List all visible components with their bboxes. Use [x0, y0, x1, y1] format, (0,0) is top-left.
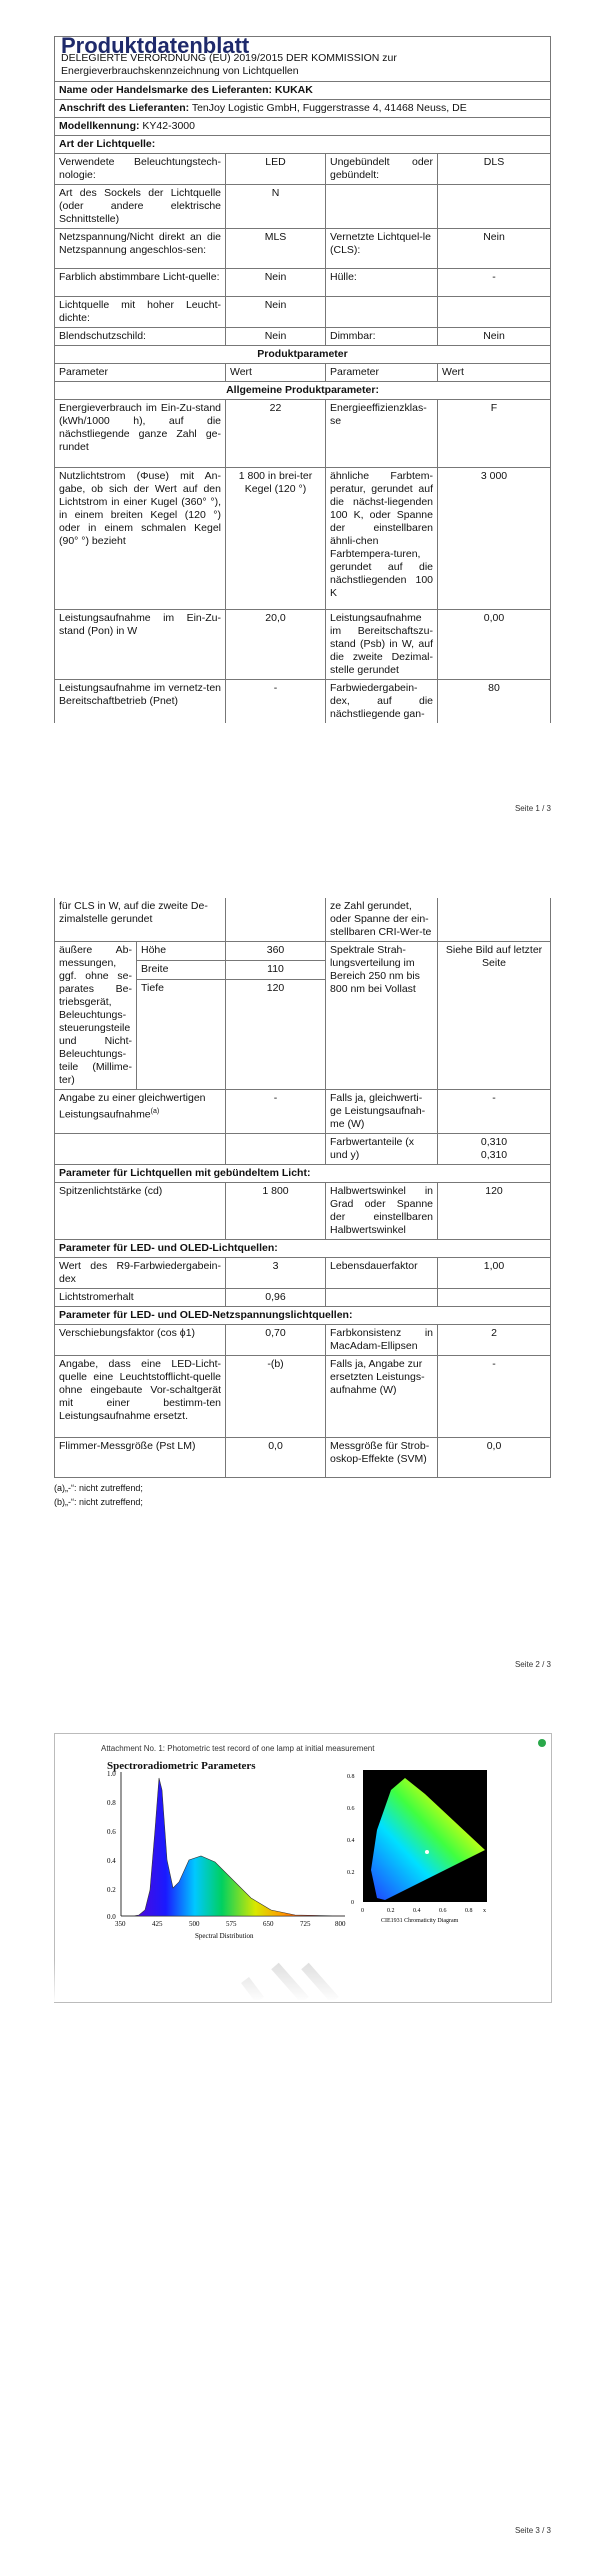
col-header-param: Parameter	[326, 364, 438, 382]
param-label: Dimmbar:	[326, 328, 438, 346]
cie-x-tick: 0.6	[439, 1908, 447, 1914]
y-tick: 1.0	[107, 1770, 116, 1778]
param-value: Nein	[226, 269, 326, 297]
y-tick: 0.6	[107, 1828, 116, 1836]
table-row	[55, 1289, 551, 1307]
table-row	[55, 1134, 551, 1165]
col-header-value: Wert	[438, 364, 551, 382]
param-value: -	[438, 1090, 551, 1134]
supplier-address-label: Anschrift des Lieferanten:	[59, 102, 190, 114]
param-label: Angabe, dass eine LED-Licht-quelle eine Leuchtstofflicht-quelle ohne eingebaute Vor-schaltgerät mit einer bestimm-ten Leistungsaufnahme ersetzt.	[55, 1356, 226, 1438]
x-tick: 500	[189, 1920, 200, 1928]
page-number: Seite 3 / 3	[514, 2526, 551, 2535]
spectro-title: Spectroradiometric Parameters	[107, 1760, 256, 1772]
cie-y-tick: 0.2	[347, 1870, 355, 1876]
param-value: 22	[226, 400, 326, 468]
table-row	[55, 680, 551, 724]
table-row	[55, 610, 551, 680]
param-value: Siehe Bild auf letzter Seite	[438, 942, 551, 1090]
param-value: 0,00	[438, 610, 551, 680]
param-label: Hülle:	[326, 269, 438, 297]
supplier-name-label: Name oder Handelsmarke des Lieferanten:	[59, 84, 272, 96]
param-label	[326, 1289, 438, 1307]
light-type-label: Art der Lichtquelle:	[55, 136, 551, 154]
x-tick: 350	[115, 1920, 126, 1928]
attachment-fade	[54, 1960, 550, 2002]
continued-table	[54, 898, 551, 1478]
general-params-heading: Allgemeine Produktparameter:	[55, 382, 551, 400]
page-1	[0, 0, 603, 820]
param-value: F	[438, 400, 551, 468]
param-value: 0,0	[226, 1438, 326, 1478]
param-value: 3 000	[438, 468, 551, 610]
equivalent-power-label: Angabe zu einer gleichwertigen Leistungsaufnahme	[59, 1092, 206, 1121]
param-label: Falls ja, gleichwerti-ge Leistungsaufnah-me (W)	[326, 1090, 438, 1134]
param-value: 1,00	[438, 1258, 551, 1289]
table-row	[55, 1325, 551, 1356]
param-value: -(b)	[226, 1356, 326, 1438]
y-tick: 0.2	[107, 1886, 116, 1894]
cie-caption: CIE1931 Chromaticity Diagram	[381, 1918, 459, 1924]
datasheet-page-1	[54, 33, 550, 723]
table-row	[55, 1438, 551, 1478]
param-label: Netzspannung/Nicht direkt an die Netzspannung angeschlos-sen:	[55, 229, 226, 269]
param-label: Lebensdauerfaktor	[326, 1258, 438, 1289]
param-value	[226, 898, 326, 942]
param-label: ze Zahl gerundet, oder Spanne der ein-stellbaren CRI-Wer-te	[326, 898, 438, 942]
param-label: Ungebündelt oder gebündelt:	[326, 154, 438, 185]
param-value	[438, 1289, 551, 1307]
param-label: Art des Sockels der Lichtquelle (oder andere elektrische Schnittstelle)	[55, 185, 226, 229]
param-value: -	[226, 1090, 326, 1134]
dimension-name: Breite	[137, 960, 226, 979]
dimension-name: Tiefe	[137, 979, 226, 997]
param-value	[226, 1134, 326, 1165]
table-row	[55, 229, 551, 269]
x-tick: 575	[226, 1920, 237, 1928]
table-row	[55, 269, 551, 297]
param-value: Nein	[438, 328, 551, 346]
table-row	[55, 898, 551, 942]
table-row	[55, 297, 551, 328]
table-row	[55, 328, 551, 346]
param-value: 0,0	[438, 1438, 551, 1478]
param-value: -	[438, 269, 551, 297]
param-value: 0,70	[226, 1325, 326, 1356]
table-row	[55, 468, 551, 610]
cie-x-tick: 0.8	[465, 1908, 473, 1914]
datasheet-page-2	[54, 898, 550, 1508]
col-header-value: Wert	[226, 364, 326, 382]
footnote-b: (b)„-“: nicht zutreffend;	[54, 1497, 143, 1507]
model-label: Modellkennung:	[59, 120, 140, 132]
page-number: Seite 1 / 3	[514, 804, 551, 813]
param-value: DLS	[438, 154, 551, 185]
param-label	[55, 1134, 226, 1165]
param-value	[438, 898, 551, 942]
param-label	[55, 1090, 226, 1134]
param-value: 0,96	[226, 1289, 326, 1307]
param-label: Energieverbrauch im Ein-Zu-stand (kWh/1000 h), auf die nächstliegende ganze Zahl ge-rundet	[55, 400, 226, 468]
param-label: Farblich abstimmbare Licht-quelle:	[55, 269, 226, 297]
table-row	[55, 1356, 551, 1438]
param-label: Blendschutzschild:	[55, 328, 226, 346]
y-tick: 0.0	[107, 1913, 116, 1921]
param-label: Farbwertanteile (x und y)	[326, 1134, 438, 1165]
model-value: KY42-3000	[142, 120, 195, 132]
cie-y-tick: 0.4	[347, 1838, 355, 1844]
param-value: 2	[438, 1325, 551, 1356]
supplier-name: KUKAK	[274, 84, 313, 96]
param-label: Verschiebungsfaktor (cos ϕ1)	[55, 1325, 226, 1356]
cie-x-tick: 0	[361, 1908, 364, 1914]
table-row	[55, 185, 551, 229]
x-tick: 800	[335, 1920, 346, 1928]
param-label: Vernetzte Lichtquel-le (CLS):	[326, 229, 438, 269]
param-label: Leistungsaufnahme im Bereitschaftszu-stand (Psb) in W, auf die zweite Dezimal-stelle gerundet	[326, 610, 438, 680]
model-row	[55, 118, 551, 136]
cie-plot	[347, 1770, 487, 1924]
table-row	[55, 400, 551, 468]
param-label: Energieeffizienzklas-se	[326, 400, 438, 468]
status-dot-icon	[537, 1738, 547, 1748]
param-label: Flimmer-Messgröße (Pst LM)	[55, 1438, 226, 1478]
col-header-param: Parameter	[55, 364, 226, 382]
directional-heading: Parameter für Lichtquellen mit gebündeltem Licht:	[55, 1165, 551, 1183]
param-label: Farbwiedergabein-dex, auf die nächstliegende gan-	[326, 680, 438, 724]
param-value: 1 800 in brei-ter Kegel (120 °)	[226, 468, 326, 610]
chromaticity-point	[425, 1850, 429, 1854]
param-label	[326, 185, 438, 229]
mains-heading: Parameter für LED- und OLED-Netzspannungslichtquellen:	[55, 1307, 551, 1325]
x-tick: 425	[152, 1920, 163, 1928]
x-tick: 725	[300, 1920, 311, 1928]
param-label: Lichtstromerhalt	[55, 1289, 226, 1307]
param-value: Nein	[226, 328, 326, 346]
param-label: Leistungsaufnahme im Ein-Zu-stand (Pon) in W	[55, 610, 226, 680]
param-value: N	[226, 185, 326, 229]
dimension-name	[137, 998, 226, 1090]
param-value: Nein	[226, 297, 326, 328]
param-label: Messgröße für Strob-oskop-Effekte (SVM)	[326, 1438, 438, 1478]
param-value: -	[438, 1356, 551, 1438]
param-label: ähnliche Farbtem-peratur, gerundet auf die nächst-liegenden 100 K, oder Spanne der einstellbaren ähnli-chen Farbtempera-turen, gerundet auf die nächstliegenden 100 K	[326, 468, 438, 610]
param-label: Verwendete Beleuchtungstech-nologie:	[55, 154, 226, 185]
table-row	[55, 942, 551, 961]
supplier-address-row	[55, 100, 551, 118]
table-row	[55, 1258, 551, 1289]
spectral-caption: Spectral Distribution	[195, 1932, 254, 1940]
table-row	[55, 1090, 551, 1134]
dimension-name: Höhe	[137, 942, 226, 961]
param-value: Nein	[438, 229, 551, 269]
page-number: Seite 2 / 3	[514, 1660, 551, 1669]
spectral-plot	[107, 1770, 346, 1940]
param-label: Farbkonsistenz in MacAdam-Ellipsen	[326, 1325, 438, 1356]
dimension-value	[226, 998, 326, 1090]
param-value: 120	[438, 1183, 551, 1240]
dimension-value: 110	[226, 960, 326, 979]
header-table	[54, 33, 551, 723]
param-label: Falls ja, Angabe zur ersetzten Leistungs-aufnahme (W)	[326, 1356, 438, 1438]
param-label	[326, 297, 438, 328]
param-value	[438, 297, 551, 328]
param-value: 20,0	[226, 610, 326, 680]
dimensions-label: äußere Ab-messungen, ggf. ohne se-parates Be-triebsgerät, Beleuchtungs-steuerungsteile und Nicht-Beleuchtungs-teile (Millime-ter)	[55, 942, 137, 1090]
param-label: Nutzlichtstrom (Φuse) mit An-gabe, ob sich der Wert auf den Lichtstrom in einer Kugel (360° °), in einem breiten Kegel (120 °) oder in einem schmalen Kegel (90° °) bezieht	[55, 468, 226, 610]
column-header-row	[55, 364, 551, 382]
table-row	[55, 154, 551, 185]
led-heading: Parameter für LED- und OLED-Lichtquellen:	[55, 1240, 551, 1258]
footnote-a: (a)„-“: nicht zutreffend;	[54, 1483, 143, 1493]
product-params-heading: Produktparameter	[55, 346, 551, 364]
param-label: Leistungsaufnahme im vernetz-ten Bereitschaftbetrieb (Pnet)	[55, 680, 226, 724]
cie-x-unit: x	[483, 1908, 486, 1914]
dimension-value: 120	[226, 979, 326, 997]
supplier-name-row	[55, 82, 551, 100]
cie-y-tick: 0	[351, 1900, 354, 1906]
param-value: -	[226, 680, 326, 724]
param-value: 3	[226, 1258, 326, 1289]
param-label: Spektrale Strah-lungsverteilung im Bereich 250 nm bis 800 nm bei Vollast	[326, 942, 438, 1090]
param-value: 80	[438, 680, 551, 724]
table-row	[55, 1183, 551, 1240]
param-label: Halbwertswinkel in Grad oder Spanne der einstellbaren Halbwertswinkel	[326, 1183, 438, 1240]
param-value	[438, 185, 551, 229]
param-label: Wert des R9-Farbwiedergabein-dex	[55, 1258, 226, 1289]
dimension-value: 360	[226, 942, 326, 961]
cie-y-tick: 0.6	[347, 1806, 355, 1812]
cie-x-tick: 0.4	[413, 1908, 421, 1914]
supplier-address: TenJoy Logistic GmbH, Fuggerstrasse 4, 41468 Neuss, DE	[191, 102, 467, 114]
param-value: MLS	[226, 229, 326, 269]
param-value: 1 800	[226, 1183, 326, 1240]
param-label: Lichtquelle mit hoher Leucht-dichte:	[55, 297, 226, 328]
attachment-title: Attachment No. 1: Photometric test record of one lamp at initial measurement	[101, 1744, 375, 1753]
page-title: Produktdatenblatt	[61, 33, 250, 58]
y-tick: 0.8	[107, 1799, 116, 1807]
page-2	[0, 880, 603, 1680]
param-value: LED	[226, 154, 326, 185]
param-label: Spitzenlichtstärke (cd)	[55, 1183, 226, 1240]
cie-y-tick: 0.8	[347, 1774, 355, 1780]
regulation-text: DELEGIERTE VERORDNUNG (EU) 2019/2015 DER KOMMISSION zur Energieverbrauchskennzeichnung von Lichtquellen	[61, 52, 397, 77]
param-label: für CLS in W, auf die zweite De-zimalstelle gerundet	[55, 898, 226, 942]
x-tick: 650	[263, 1920, 274, 1928]
cie-x-tick: 0.2	[387, 1908, 395, 1914]
y-tick: 0.4	[107, 1857, 116, 1865]
footnote-marker: (a)	[150, 1108, 160, 1115]
chromaticity-values: 0,310 0,310	[438, 1134, 551, 1165]
